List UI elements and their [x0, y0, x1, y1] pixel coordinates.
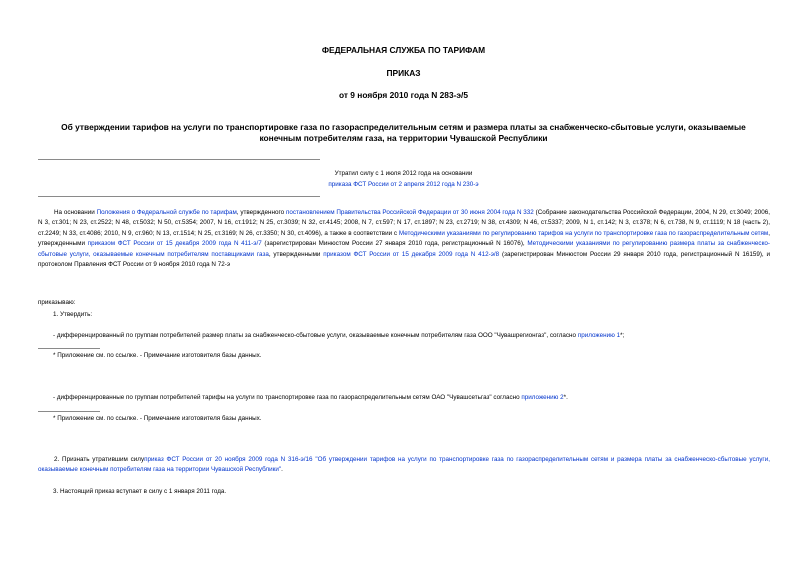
link-repealed-order-title[interactable]: "Об утверждении тарифов на услуги по транспортировке газа по газораспределительным сетям и размера платы за снабженческо-сбытовые услуги, оказываемые конечным потребителям газа на территории Чувашской Республики" — [38, 456, 771, 474]
link-methodical-instructions-sales[interactable]: Методическими указаниями по регулированию размера платы за снабженческо-сбытовые услуги, оказываемые конечным потребителям поставщиками газа — [38, 240, 770, 258]
repeal-order-link[interactable]: приказа ФСТ России от 2 апреля 2012 года N 230-э — [328, 181, 479, 188]
preamble-text: , утвержденными — [38, 229, 771, 248]
footnote-1: * Приложение см. по ссылке. - Примечание изготовителя базы данных. — [53, 352, 262, 359]
doc-title-line-2: конечным потребителям газа, на территории Чувашской Республики — [259, 133, 548, 143]
bullet-2-tail: *. — [563, 394, 568, 401]
footnote-2: * Приложение см. по ссылке. - Примечание изготовителя базы данных. — [53, 415, 262, 422]
preamble-text: (Собрание законодательства Российской Федерации, 2004, N 29, ст.3049; 2006, N 3, ст.301; N 23, ст.2522; N 48, ст.5032; N 50, ст.5354; 2007, N 16, ст.1912; N 25, ст.3039; N 32, ст.4145; 2008, N 7, ст.597; N 17, ст.1897; N 23, ст.2719; N 38, ст.4309; N 46, ст.5337; 2009, N 1, ст.142; N 3, ст.378; N 6, ст.738, N 9, ст.1119; N 18 (часть 2), ст.2249; N 33, ст.4086; 2010, N 9, ст.960; N 13, ст.1514; N 25, ст.3169; N 26, ст.3350; N 30, ст.4096), а также в соответствии с — [38, 209, 770, 237]
status-divider-top — [38, 159, 320, 160]
link-government-decree[interactable]: постановлением Правительства Российской Федерации от 30 июня 2004 года N 332 — [285, 209, 534, 216]
item-3: 3. Настоящий приказ вступает в силу с 1 января 2011 года. — [53, 488, 227, 495]
link-appendix-2[interactable]: приложению 2 — [521, 394, 564, 401]
preamble-text: (зарегистрирован Минюстом России 27 января 2010 года, регистрационный N 16076), — [261, 240, 528, 248]
doc-type: ПРИКАЗ — [386, 68, 421, 78]
bullet-1 — [53, 331, 624, 341]
link-repealed-order[interactable]: приказ ФСТ России от 20 ноября 2009 года N 316-э/16 — [144, 456, 313, 463]
link-order-411[interactable]: приказом ФСТ России от 15 декабря 2009 года N 411-э/7 — [87, 240, 262, 248]
item-2-paragraph — [38, 455, 770, 476]
footnote-2-divider — [38, 411, 100, 412]
preamble-text: , утвержденными — [268, 250, 324, 258]
doc-title-line-1: Об утверждении тарифов на услуги по транспортировке газа по газораспределительным сетям и размера платы за снабженческо-сбытовые услуги, оказываемые — [61, 122, 746, 132]
preamble-paragraph — [38, 208, 770, 270]
link-fst-regulation[interactable]: Положения о Федеральной службе по тарифам — [96, 209, 237, 216]
status-link-wrap — [0, 180, 807, 190]
link-order-412[interactable]: приказом ФСТ России от 15 декабря 2009 года N 412-э/8 — [323, 250, 500, 258]
agency-name: ФЕДЕРАЛЬНАЯ СЛУЖБА ПО ТАРИФАМ — [321, 45, 486, 55]
status-divider-bottom — [38, 196, 320, 197]
bullet-2 — [53, 393, 568, 403]
item-2-text: . — [281, 466, 283, 474]
bullet-2-text: - дифференцированные по группам потребителей тарифы на услуги по транспортировке газа по газораспределительным сетям ОАО "Чувашсетьгаз" согласно — [53, 394, 522, 401]
bullet-1-text: - дифференцированный по группам потребителей размер платы за снабженческо-сбытовые услуги, оказываемые конечным потребителям газа ООО "Чувашрегионгаз", согласно — [53, 332, 578, 339]
preamble-text: На основании — [54, 209, 97, 216]
link-methodical-instructions-transport[interactable]: Методическими указаниями по регулированию тарифов на услуги по транспортировке газа по газораспределительным сетям — [398, 229, 769, 237]
order-word: приказываю: — [38, 299, 76, 306]
item-1: 1. Утвердить: — [53, 311, 93, 318]
preamble-text: (зарегистрирован Минюстом России 29 января 2010 года, регистрационный N 16159), и протоколом Правления ФСТ России от 9 ноября 2010 года N 72-э — [38, 250, 770, 269]
preamble-text: , утвержденного — [236, 209, 286, 216]
footnote-1-divider — [38, 348, 100, 349]
bullet-1-tail: *; — [620, 332, 625, 339]
link-appendix-1[interactable]: приложению 1 — [577, 332, 621, 339]
item-2-text: 2. Признать утратившим силу — [54, 456, 145, 463]
doc-date-number: от 9 ноября 2010 года N 283-э/5 — [338, 90, 469, 100]
status-line: Утратил силу с 1 июля 2012 года на основании — [334, 170, 473, 177]
